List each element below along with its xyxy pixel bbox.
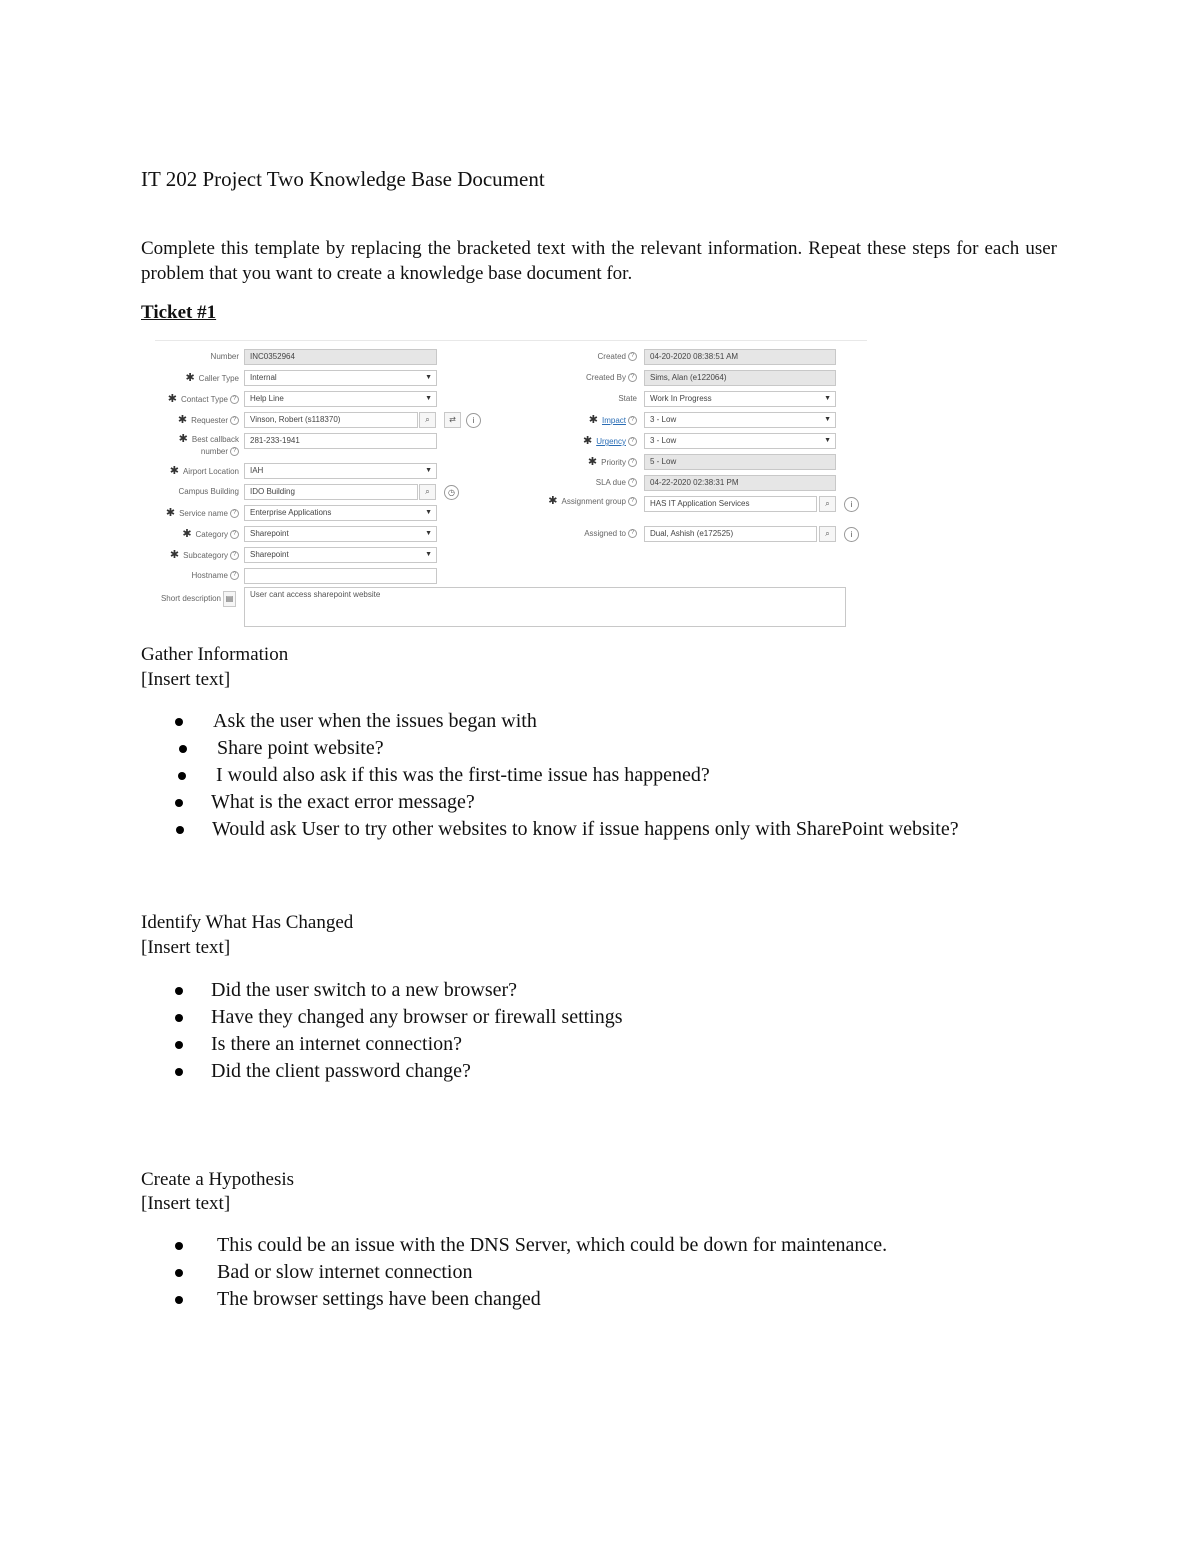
assignment-group-label: ✱ Assignment group ? — [535, 496, 637, 507]
airport-location-label: ✱ Airport Location — [169, 465, 239, 477]
chevron-down-icon: ▼ — [425, 530, 432, 537]
chevron-down-icon: ▼ — [824, 437, 831, 444]
priority-field: 5 - Low — [644, 454, 836, 470]
list-item: Would ask User to try other websites to know if issue happens only with SharePoint website? — [176, 816, 1057, 843]
bullet-icon — [178, 772, 186, 780]
hostname-field[interactable] — [244, 568, 437, 584]
help-icon: ? — [230, 395, 239, 404]
help-icon: ? — [628, 458, 637, 467]
list-item: I would also ask if this was the first-time issue has happened? — [213, 762, 710, 789]
list-item: Is there an internet connection? — [211, 1031, 623, 1058]
list-item: Have they changed any browser or firewall settings — [211, 1004, 623, 1031]
assignment-group-field[interactable]: HAS IT Application Services — [644, 496, 817, 512]
help-icon: ? — [230, 530, 239, 539]
impact-label: ✱ Impact ? — [535, 412, 637, 429]
sla-due-label: SLA due ? — [535, 475, 637, 491]
created-by-field: Sims, Alan (e122064) — [644, 370, 836, 386]
chevron-down-icon: ▼ — [425, 467, 432, 474]
chevron-down-icon: ▼ — [425, 551, 432, 558]
help-icon: ? — [628, 529, 637, 538]
help-icon: ? — [230, 551, 239, 560]
bullet-icon — [175, 1296, 183, 1304]
info-icon[interactable]: i — [844, 497, 859, 512]
chevron-down-icon: ▼ — [824, 395, 831, 402]
gather-information-list — [213, 708, 710, 816]
caller-type-select[interactable]: Internal ▼ — [244, 370, 437, 386]
chevron-down-icon: ▼ — [425, 395, 432, 402]
created-label: Created ? — [535, 349, 637, 365]
help-icon: ? — [230, 571, 239, 580]
impact-select[interactable]: 3 - Low ▼ — [644, 412, 836, 428]
hostname-label: Hostname ? — [155, 568, 239, 584]
help-icon: ? — [628, 416, 637, 425]
document-title: IT 202 Project Two Knowledge Base Document — [141, 167, 545, 191]
help-icon: ? — [230, 509, 239, 518]
list-item: The browser settings have been changed — [217, 1286, 887, 1313]
search-icon[interactable]: ⌕ — [819, 496, 836, 512]
chevron-down-icon: ▼ — [425, 509, 432, 516]
help-icon: ? — [628, 437, 637, 446]
bullet-icon — [175, 1242, 183, 1250]
bullet-icon — [175, 987, 183, 995]
list-item: This could be an issue with the DNS Server, which could be down for maintenance. — [217, 1232, 887, 1259]
help-icon: ? — [628, 373, 637, 382]
created-by-label: Created By ? — [535, 370, 637, 386]
help-icon: ? — [230, 447, 239, 456]
list-item: Ask the user when the issues began with — [213, 708, 710, 735]
clock-icon[interactable]: ◷ — [444, 485, 459, 500]
list-item: What is the exact error message? — [211, 789, 710, 816]
subcategory-select[interactable]: Sharepoint ▼ — [244, 547, 437, 563]
related-icon[interactable]: ⇄ — [444, 412, 461, 428]
priority-label: ✱ Priority ? — [535, 454, 637, 471]
airport-location-select[interactable]: IAH ▼ — [244, 463, 437, 479]
search-icon[interactable]: ⌕ — [419, 412, 436, 428]
state-label: State — [618, 394, 637, 403]
bullet-icon — [175, 799, 183, 807]
help-icon: ? — [230, 416, 239, 425]
subcategory-label: ✱ Subcategory ? — [155, 547, 239, 564]
category-select[interactable]: Sharepoint ▼ — [244, 526, 437, 542]
created-field: 04-20-2020 08:38:51 AM — [644, 349, 836, 365]
bullet-icon — [175, 718, 183, 726]
identify-changes-list — [211, 977, 623, 1085]
campus-building-field[interactable]: IDO Building — [244, 484, 418, 500]
bullet-icon — [175, 1041, 183, 1049]
callback-label: ✱ Best callback number ? — [178, 433, 239, 456]
section-title-identify-what-has-changed: Identify What Has Changed — [141, 912, 354, 933]
chevron-down-icon: ▼ — [425, 374, 432, 381]
insert-text-placeholder: [Insert text] — [141, 669, 231, 690]
number-label: Number — [210, 352, 239, 361]
insert-text-placeholder: [Insert text] — [141, 1193, 231, 1214]
list-item: Did the client password change? — [211, 1058, 623, 1085]
urgency-label: ✱ Urgency ? — [535, 433, 637, 450]
bullet-icon — [176, 826, 184, 834]
assigned-to-label: Assigned to ? — [535, 526, 637, 542]
bullet-icon — [179, 745, 187, 753]
dictionary-icon[interactable]: ▤ — [223, 591, 236, 607]
intro-paragraph: Complete this template by replacing the bracketed text with the relevant information. Repeat these steps for each user problem that you want to create a knowledge base document for. — [141, 238, 1057, 284]
ticket-form-screenshot — [155, 340, 867, 629]
sla-due-field: 04-22-2020 02:38:31 PM — [644, 475, 836, 491]
bullet-icon — [175, 1014, 183, 1022]
assigned-to-field[interactable]: Dual, Ashish (e172525) — [644, 526, 817, 542]
list-item: Did the user switch to a new browser? — [211, 977, 623, 1004]
section-title-gather-information: Gather Information — [141, 644, 289, 665]
info-icon[interactable]: i — [466, 413, 481, 428]
number-field: INC0352964 — [244, 349, 437, 365]
help-icon: ? — [628, 352, 637, 361]
insert-text-placeholder: [Insert text] — [141, 937, 231, 958]
search-icon[interactable]: ⌕ — [819, 526, 836, 542]
section-title-create-a-hypothesis: Create a Hypothesis — [141, 1169, 295, 1190]
service-name-label: ✱ Service name ? — [155, 505, 239, 522]
help-icon: ? — [628, 478, 637, 487]
state-select[interactable]: Work In Progress ▼ — [644, 391, 836, 407]
short-description-field[interactable]: User cant access sharepoint website — [244, 587, 846, 627]
help-icon: ? — [628, 497, 637, 506]
service-name-select[interactable]: Enterprise Applications ▼ — [244, 505, 437, 521]
short-description-label: Short description — [160, 594, 221, 603]
requester-label: ✱ Requester ? — [155, 412, 239, 429]
contact-type-select[interactable]: Help Line ▼ — [244, 391, 437, 407]
list-item: Bad or slow internet connection — [217, 1259, 887, 1286]
hypothesis-list — [217, 1232, 887, 1313]
category-label: ✱ Category ? — [155, 526, 239, 543]
bullet-icon — [175, 1068, 183, 1076]
callback-field[interactable]: 281-233-1941 — [244, 433, 437, 449]
chevron-down-icon: ▼ — [824, 416, 831, 423]
list-item: Share point website? — [213, 735, 710, 762]
search-icon[interactable]: ⌕ — [419, 484, 436, 500]
caller-type-label: ✱ Caller Type — [185, 372, 239, 384]
bullet-icon — [175, 1269, 183, 1277]
info-icon[interactable]: i — [844, 527, 859, 542]
contact-type-label: ✱ Contact Type ? — [155, 391, 239, 408]
urgency-select[interactable]: 3 - Low ▼ — [644, 433, 836, 449]
campus-building-label: Campus Building — [178, 487, 239, 496]
ticket-heading: Ticket #1 — [141, 302, 217, 323]
requester-field[interactable]: Vinson, Robert (s118370) — [244, 412, 418, 428]
